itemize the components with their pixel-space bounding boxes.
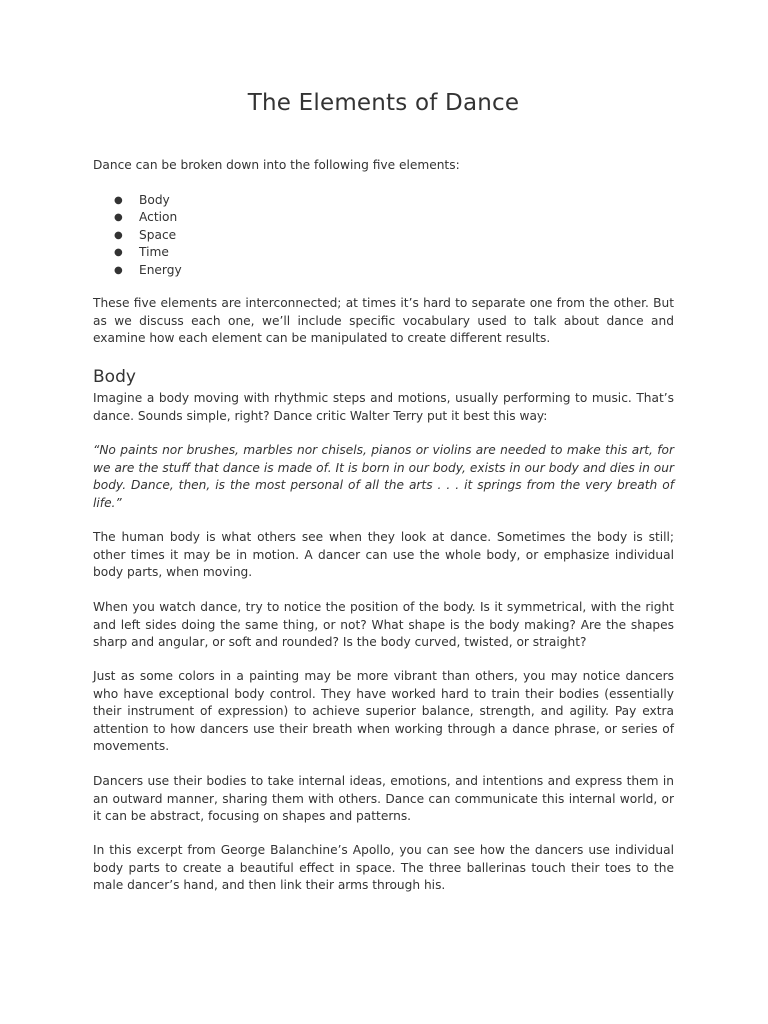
list-item: ● Body <box>93 192 182 209</box>
paragraph-interconnected: These five elements are interconnected; at times it’s hard to separate one from the other. But as we discuss each one, we’ll include specific vocabulary used to talk about dance and examine how each element can be manipulated to create different results. <box>93 296 674 345</box>
quote-walter-terry: “No paints nor brushes, marbles nor chisels, pianos or violins are needed to make this art, for we are the stuff that dance is made of. It is born in our body, exists in our body and dies in our body. Dance, then, is the most personal of all the arts . . . it springs from the very breath of life.” <box>93 443 674 510</box>
paragraph-excerpt: In this excerpt from George Balanchine’s Apollo, you can see how the dancers use individual body parts to create a beautiful effect in space. The three ballerinas touch their toes to the male dancer’s hand, and then link their arms through his. <box>93 843 674 892</box>
bullet-icon: ● <box>114 212 123 224</box>
section-heading-body: Body <box>93 367 136 387</box>
paragraph-human-body: The human body is what others see when they look at dance. Sometimes the body is still; other times it may be in motion. A dancer can use the whole body, or emphasize individual body parts, when moving. <box>93 530 674 579</box>
paragraph-colors: Just as some colors in a painting may be more vibrant than others, you may notice dancers who have exceptional body control. They have worked hard to train their bodies (essentially their instrument of expression) to achieve superior balance, strength, and agility. Pay extra attention to how dancers use their breath when working through a dance phrase, or series of movements. <box>93 669 674 753</box>
list-item: ● Time <box>93 244 182 261</box>
intro-paragraph: Dance can be broken down into the following five elements: <box>93 158 460 172</box>
bullet-icon: ● <box>114 195 123 206</box>
bullet-icon: ● <box>114 229 123 241</box>
elements-list <box>93 192 182 279</box>
paragraph-watch-dance: When you watch dance, try to notice the position of the body. Is it symmetrical, with the right and left sides doing the same thing, or not? What shape is the body making? Are the shapes sharp and angular, or soft and rounded? Is the body curved, twisted, or straight? <box>93 600 674 649</box>
list-item: ● Energy <box>93 262 182 279</box>
list-item: ● Space <box>93 227 182 244</box>
paragraph-imagine: Imagine a body moving with rhythmic steps and motions, usually performing to music. That’s dance. Sounds simple, right? Dance critic Walter Terry put it best this way: <box>93 391 674 423</box>
bullet-icon: ● <box>114 264 123 276</box>
list-item: ● Action <box>93 209 182 226</box>
bullet-icon: ● <box>114 247 123 259</box>
page-title: The Elements of Dance <box>247 90 520 116</box>
paragraph-dancers: Dancers use their bodies to take internal ideas, emotions, and intentions and express them in an outward manner, sharing them with others. Dance can communicate this internal world, or it can be abstract, focusing on shapes and patterns. <box>93 774 674 823</box>
